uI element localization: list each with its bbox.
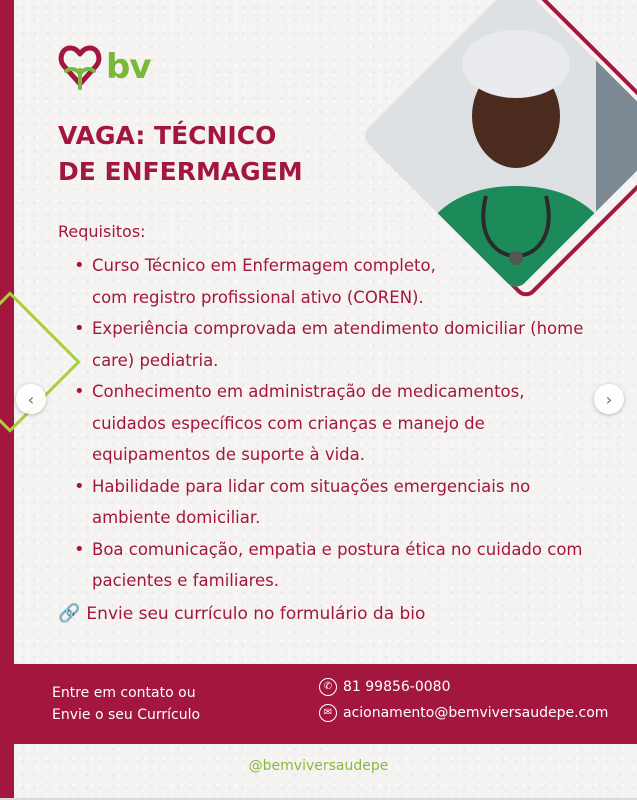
- footer-contacts: [319, 674, 608, 726]
- logo-text: bv: [106, 47, 151, 87]
- job-title: [58, 118, 378, 190]
- email-text: acionamento@bemviversaudepe.com: [343, 705, 609, 721]
- list-item: • Experiência comprovada em atendimento domiciliar (home care) pediatria.: [68, 313, 588, 376]
- nurse-photo: [360, 0, 637, 292]
- email-icon: ✉: [319, 704, 337, 722]
- phone-text: 81 99856-0080: [343, 679, 451, 695]
- heart-logo-icon: [58, 44, 102, 90]
- footer-line-1: Entre em contato ou: [52, 685, 196, 701]
- title-line-1: VAGA: TÉCNICO: [58, 121, 277, 150]
- cta-line: [58, 603, 425, 624]
- phone-icon: ✆: [319, 678, 337, 696]
- list-item: • Conhecimento em administração de medicamentos, cuidados específicos com crianças e manejo de equipamentos de suporte à vida.: [68, 376, 588, 471]
- chevron-right-icon[interactable]: ›: [594, 384, 624, 414]
- footer-line-2: Envie o seu Currículo: [52, 707, 201, 723]
- requirements-list: [68, 250, 588, 597]
- chevron-left-icon[interactable]: ‹: [16, 384, 46, 414]
- contact-footer: [14, 664, 637, 744]
- cta-text: Envie seu currículo no formulário da bio: [86, 603, 426, 624]
- link-icon: 🔗: [58, 603, 81, 624]
- footer-left: [52, 682, 200, 726]
- requirements-label: Requisitos:: [58, 222, 146, 241]
- email-row: [319, 700, 608, 726]
- list-item: • Curso Técnico em Enfermagem completo, com registro profissional ativo (COREN).: [68, 250, 588, 313]
- social-handle: @bemviversaudepe: [248, 758, 389, 774]
- list-item: • Habilidade para lidar com situações emergenciais no ambiente domiciliar.: [68, 471, 588, 534]
- phone-row: [319, 674, 608, 700]
- title-line-2: DE ENFERMAGEM: [58, 157, 303, 186]
- brand-logo: [58, 42, 151, 92]
- list-item: • Boa comunicação, empatia e postura ética no cuidado com pacientes e familiares.: [68, 534, 588, 597]
